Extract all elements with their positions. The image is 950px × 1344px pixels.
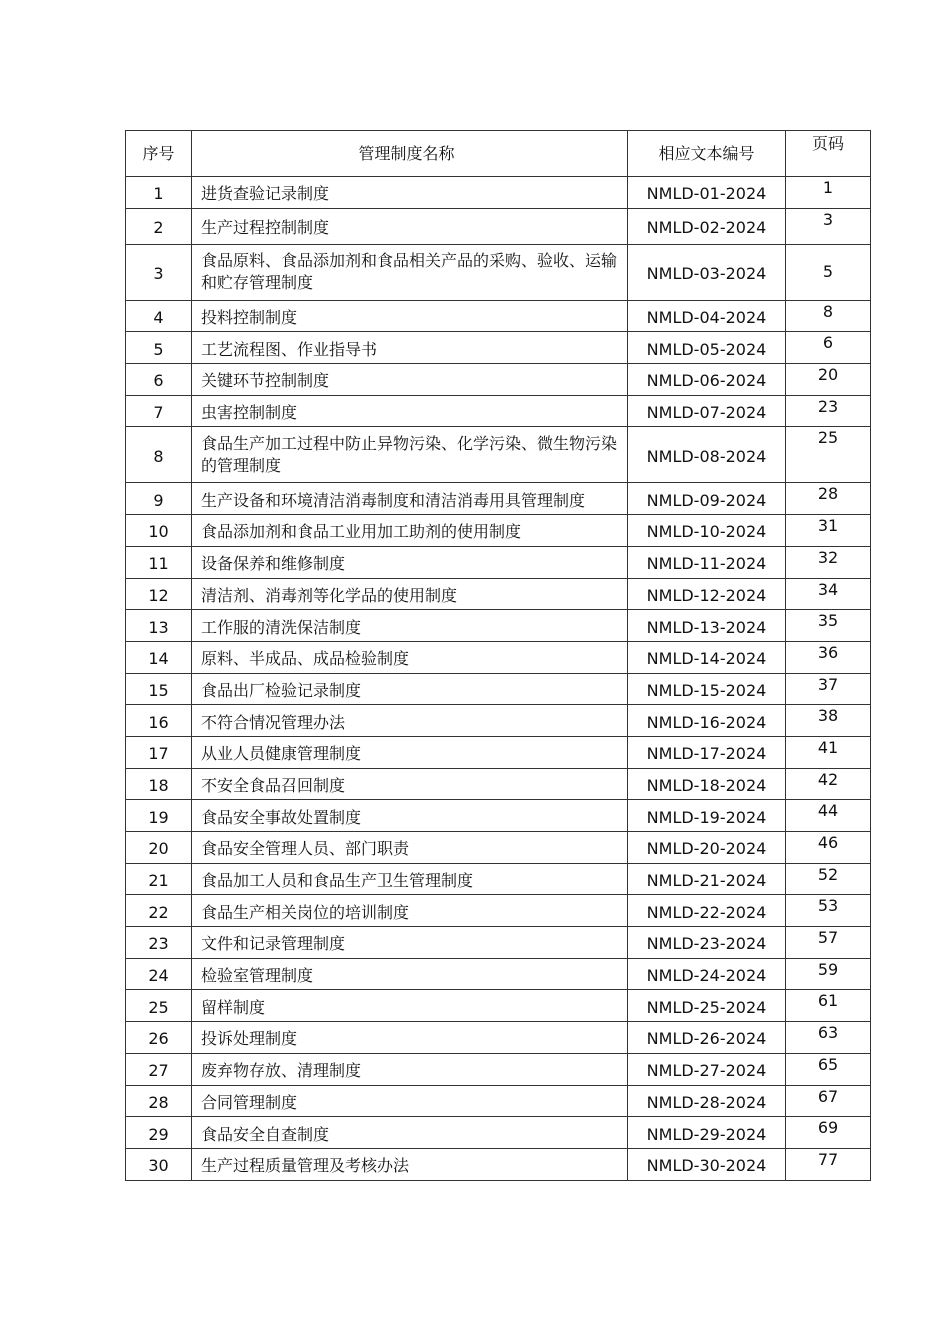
row-name: 工艺流程图、作业指导书 [192, 332, 628, 364]
row-page-number: 57 [817, 928, 839, 948]
table-row [126, 705, 871, 737]
row-code: NMLD-23-2024 [628, 927, 786, 959]
row-page-number: 6 [822, 333, 834, 353]
row-no: 14 [126, 641, 192, 673]
row-page-number: 25 [817, 428, 839, 448]
row-page [786, 863, 871, 895]
row-no: 24 [126, 958, 192, 990]
row-code: NMLD-14-2024 [628, 641, 786, 673]
row-page-number: 3 [822, 209, 834, 229]
row-page [786, 768, 871, 800]
row-no: 12 [126, 578, 192, 610]
row-page-number: 77 [817, 1149, 839, 1169]
row-page-number: 42 [817, 769, 839, 789]
row-no: 6 [126, 364, 192, 396]
row-no: 22 [126, 895, 192, 927]
table-row [126, 395, 871, 427]
row-no: 8 [126, 427, 192, 483]
table-row [126, 641, 871, 673]
row-name: 食品安全事故处置制度 [192, 800, 628, 832]
row-name: 生产设备和环境清洁消毒制度和清洁消毒用具管理制度 [192, 483, 628, 515]
row-code: NMLD-29-2024 [628, 1117, 786, 1149]
row-name: 进货查验记录制度 [192, 177, 628, 209]
row-name: 生产过程控制制度 [192, 208, 628, 244]
row-name: 关键环节控制制度 [192, 364, 628, 396]
table-row [126, 300, 871, 332]
table-row [126, 208, 871, 244]
row-no: 4 [126, 300, 192, 332]
row-page-number: 36 [817, 642, 839, 662]
row-name: 从业人员健康管理制度 [192, 736, 628, 768]
row-code: NMLD-11-2024 [628, 546, 786, 578]
table-row [126, 736, 871, 768]
row-code: NMLD-15-2024 [628, 673, 786, 705]
document-index-table [125, 130, 871, 1181]
table-row [126, 832, 871, 864]
row-code: NMLD-16-2024 [628, 705, 786, 737]
row-name: 食品生产加工过程中防止异物污染、化学污染、微生物污染的管理制度 [192, 427, 628, 483]
row-name: 食品安全自查制度 [192, 1117, 628, 1149]
row-page [786, 483, 871, 515]
table-row [126, 1117, 871, 1149]
row-code: NMLD-26-2024 [628, 1022, 786, 1054]
row-no: 18 [126, 768, 192, 800]
row-code: NMLD-19-2024 [628, 800, 786, 832]
row-no: 21 [126, 863, 192, 895]
row-no: 25 [126, 990, 192, 1022]
row-page [786, 958, 871, 990]
row-name: 食品安全管理人员、部门职责 [192, 832, 628, 864]
row-page-number: 69 [817, 1118, 839, 1138]
row-code: NMLD-06-2024 [628, 364, 786, 396]
row-page [786, 990, 871, 1022]
row-page-number: 44 [817, 801, 839, 821]
row-no: 27 [126, 1053, 192, 1085]
row-no: 11 [126, 546, 192, 578]
row-code: NMLD-02-2024 [628, 208, 786, 244]
row-no: 26 [126, 1022, 192, 1054]
row-name: 投诉处理制度 [192, 1022, 628, 1054]
row-page-number: 20 [817, 365, 839, 385]
row-page-number: 31 [817, 516, 839, 536]
row-code: NMLD-27-2024 [628, 1053, 786, 1085]
row-page [786, 927, 871, 959]
row-code: NMLD-18-2024 [628, 768, 786, 800]
row-no: 28 [126, 1085, 192, 1117]
row-name: 检验室管理制度 [192, 958, 628, 990]
row-page [786, 427, 871, 483]
table-row [126, 244, 871, 300]
table-row [126, 958, 871, 990]
row-code: NMLD-21-2024 [628, 863, 786, 895]
row-page-number: 32 [817, 547, 839, 567]
row-code: NMLD-04-2024 [628, 300, 786, 332]
row-page [786, 1022, 871, 1054]
row-no: 5 [126, 332, 192, 364]
row-no: 7 [126, 395, 192, 427]
row-code: NMLD-03-2024 [628, 244, 786, 300]
row-no: 20 [126, 832, 192, 864]
row-no: 3 [126, 244, 192, 300]
row-page [786, 208, 871, 244]
row-page [786, 395, 871, 427]
table-row [126, 177, 871, 209]
row-name: 虫害控制制度 [192, 395, 628, 427]
row-code: NMLD-20-2024 [628, 832, 786, 864]
row-code: NMLD-13-2024 [628, 610, 786, 642]
row-page-number: 5 [822, 262, 834, 282]
table-row [126, 1148, 871, 1180]
row-page [786, 300, 871, 332]
row-page [786, 1085, 871, 1117]
row-page [786, 800, 871, 832]
table-row [126, 332, 871, 364]
row-page-number: 34 [817, 579, 839, 599]
row-page [786, 244, 871, 300]
row-page [786, 515, 871, 547]
table-row [126, 610, 871, 642]
row-no: 15 [126, 673, 192, 705]
row-page-number: 41 [817, 737, 839, 757]
row-name: 废弃物存放、清理制度 [192, 1053, 628, 1085]
table-row [126, 673, 871, 705]
row-no: 2 [126, 208, 192, 244]
row-code: NMLD-17-2024 [628, 736, 786, 768]
row-name: 原料、半成品、成品检验制度 [192, 641, 628, 673]
row-code: NMLD-05-2024 [628, 332, 786, 364]
header-no: 序号 [126, 131, 192, 177]
row-name: 合同管理制度 [192, 1085, 628, 1117]
row-page [786, 832, 871, 864]
row-page-number: 52 [817, 864, 839, 884]
table-row [126, 800, 871, 832]
table-row [126, 546, 871, 578]
row-page [786, 332, 871, 364]
row-code: NMLD-10-2024 [628, 515, 786, 547]
row-name: 不符合情况管理办法 [192, 705, 628, 737]
row-name: 食品加工人员和食品生产卫生管理制度 [192, 863, 628, 895]
table-row [126, 768, 871, 800]
row-page [786, 736, 871, 768]
row-page-number: 65 [817, 1054, 839, 1074]
header-code: 相应文本编号 [628, 131, 786, 177]
row-no: 29 [126, 1117, 192, 1149]
row-name: 食品原料、食品添加剂和食品相关产品的采购、验收、运输和贮存管理制度 [192, 244, 628, 300]
header-page [786, 131, 871, 177]
row-no: 16 [126, 705, 192, 737]
table-header-row [126, 131, 871, 177]
row-page [786, 895, 871, 927]
table-row [126, 927, 871, 959]
row-name: 不安全食品召回制度 [192, 768, 628, 800]
row-name: 留样制度 [192, 990, 628, 1022]
row-name: 设备保养和维修制度 [192, 546, 628, 578]
row-no: 10 [126, 515, 192, 547]
row-page [786, 673, 871, 705]
row-page [786, 1117, 871, 1149]
table-row [126, 863, 871, 895]
row-no: 13 [126, 610, 192, 642]
row-no: 17 [126, 736, 192, 768]
row-page-number: 37 [817, 674, 839, 694]
row-page-number: 53 [817, 896, 839, 916]
row-code: NMLD-24-2024 [628, 958, 786, 990]
row-page [786, 578, 871, 610]
row-page-number: 38 [817, 706, 839, 726]
header-page-label: 页码 [811, 134, 844, 153]
row-code: NMLD-28-2024 [628, 1085, 786, 1117]
row-no: 1 [126, 177, 192, 209]
row-name: 清洁剂、消毒剂等化学品的使用制度 [192, 578, 628, 610]
row-page [786, 1148, 871, 1180]
row-page-number: 8 [822, 301, 834, 321]
table-row [126, 1022, 871, 1054]
row-page-number: 61 [817, 991, 839, 1011]
table-row [126, 1053, 871, 1085]
row-code: NMLD-22-2024 [628, 895, 786, 927]
table-row [126, 515, 871, 547]
row-no: 19 [126, 800, 192, 832]
table-row [126, 895, 871, 927]
table-row [126, 578, 871, 610]
row-page [786, 546, 871, 578]
row-no: 23 [126, 927, 192, 959]
row-code: NMLD-09-2024 [628, 483, 786, 515]
row-code: NMLD-01-2024 [628, 177, 786, 209]
row-page-number: 63 [817, 1023, 839, 1043]
row-no: 9 [126, 483, 192, 515]
table-row [126, 483, 871, 515]
table-row [126, 427, 871, 483]
row-code: NMLD-12-2024 [628, 578, 786, 610]
row-page-number: 59 [817, 959, 839, 979]
row-no: 30 [126, 1148, 192, 1180]
row-page [786, 641, 871, 673]
row-name: 食品出厂检验记录制度 [192, 673, 628, 705]
row-page [786, 705, 871, 737]
row-page [786, 1053, 871, 1085]
row-code: NMLD-25-2024 [628, 990, 786, 1022]
row-name: 工作服的清洗保洁制度 [192, 610, 628, 642]
row-page-number: 1 [822, 178, 834, 197]
row-page [786, 364, 871, 396]
row-page [786, 610, 871, 642]
row-name: 食品添加剂和食品工业用加工助剂的使用制度 [192, 515, 628, 547]
row-page-number: 67 [817, 1086, 839, 1106]
row-name: 食品生产相关岗位的培训制度 [192, 895, 628, 927]
table-row [126, 1085, 871, 1117]
table-body [126, 177, 871, 1181]
header-name: 管理制度名称 [192, 131, 628, 177]
row-name: 文件和记录管理制度 [192, 927, 628, 959]
row-name: 生产过程质量管理及考核办法 [192, 1148, 628, 1180]
row-code: NMLD-30-2024 [628, 1148, 786, 1180]
row-page-number: 23 [817, 396, 839, 416]
row-page-number: 46 [817, 833, 839, 852]
row-page [786, 177, 871, 209]
table-row [126, 990, 871, 1022]
row-page-number: 28 [817, 484, 839, 504]
table-row [126, 364, 871, 396]
row-code: NMLD-08-2024 [628, 427, 786, 483]
row-name: 投料控制制度 [192, 300, 628, 332]
row-code: NMLD-07-2024 [628, 395, 786, 427]
row-page-number: 35 [817, 611, 839, 631]
